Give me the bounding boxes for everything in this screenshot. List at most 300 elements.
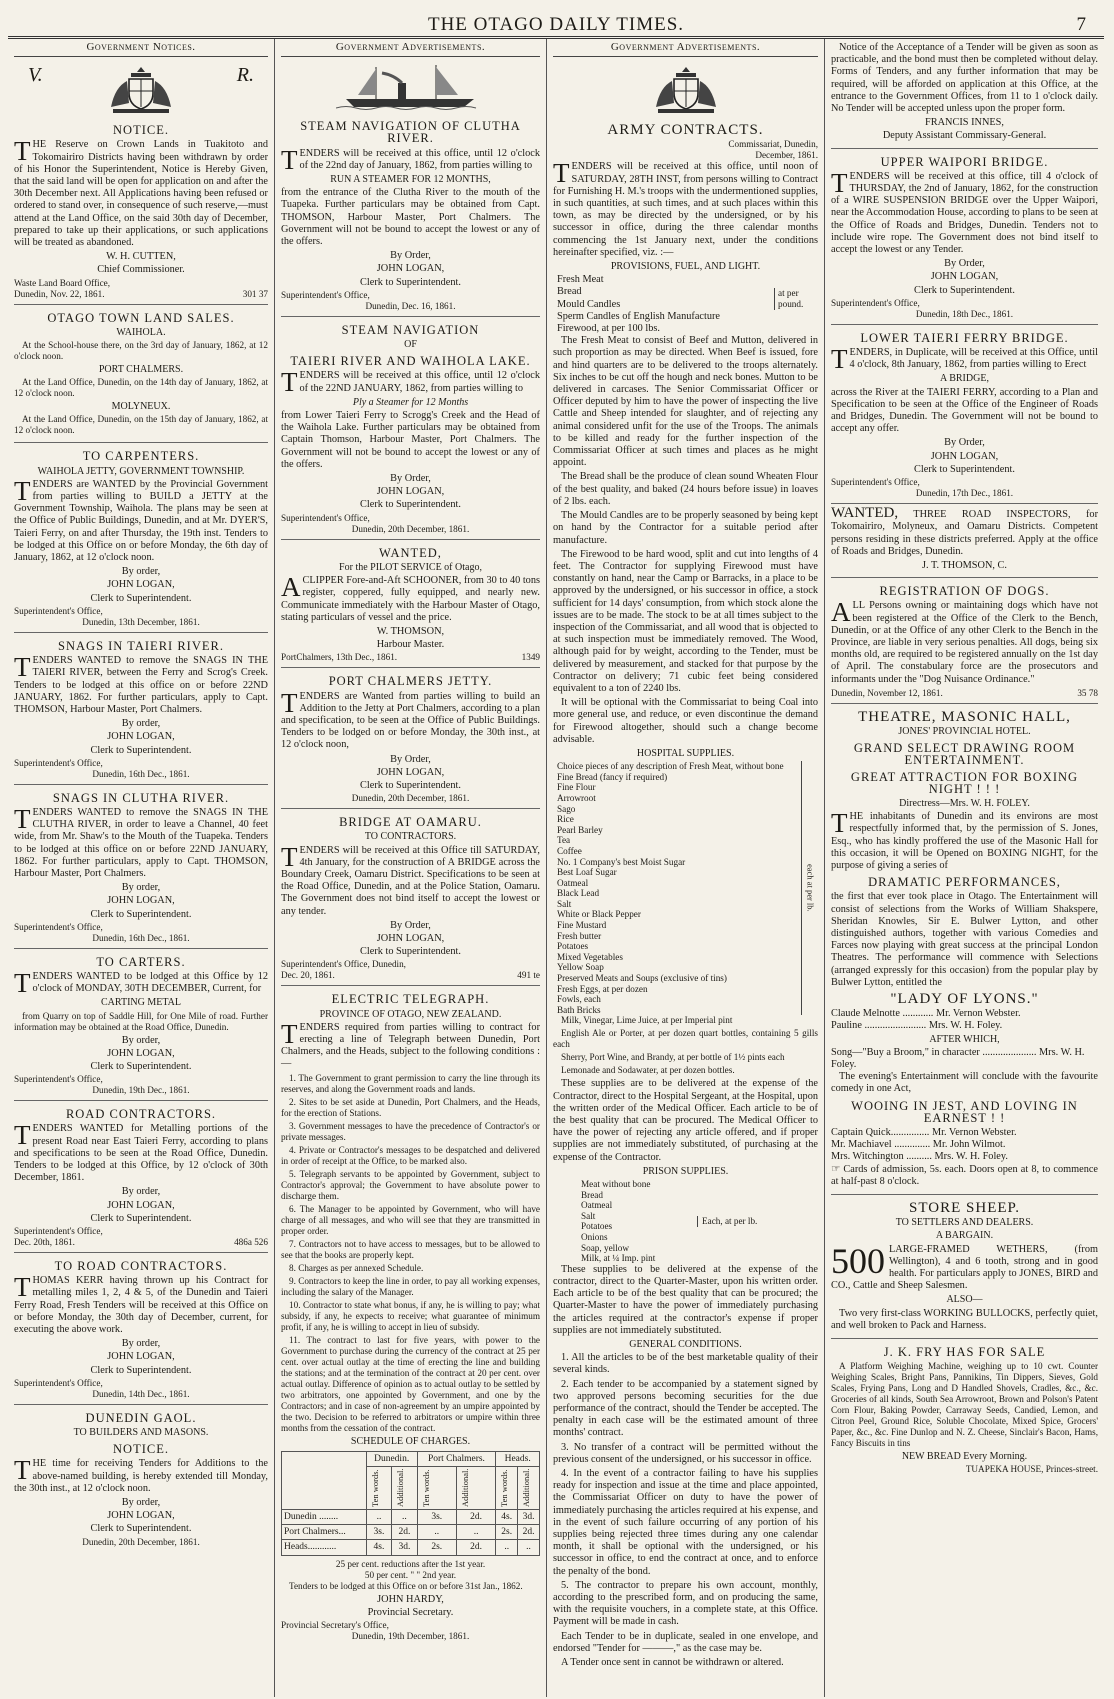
by-order: By order, bbox=[121, 566, 161, 578]
list-item: Fine Bread (fancy if required) bbox=[557, 771, 668, 782]
list-item: Sperm Candles of English Manufacture bbox=[557, 310, 720, 322]
list-item: Best Loaf Sugar bbox=[557, 867, 617, 878]
ad-body: TENDERS required from parties willing to contract for erecting a line of Telegraph between Dunedin, Port Chalmers, and the Heads, subject to the following conditions :— bbox=[281, 1018, 540, 1070]
ad-body: TENDERS WANTED to remove the SNAGS IN THE TAIERI RIVER, between the Ferry and Scrog's Creek. Tenders to be lodged at this office on or before 22ND JANUARY, 1862. For further particulars, apply to Capt. THOMSON, Harbour Master, Port Chalmers. bbox=[14, 652, 268, 715]
section-title: PROVISIONS, FUEL, AND LIGHT. bbox=[610, 261, 761, 273]
ad-body: THE time for receiving Tenders for Additions to the above-named building, is hereby extended till Monday, the 30th inst., at 12 o'clock noon. bbox=[14, 1455, 268, 1494]
ad-subtitle: PROVINCE OF OTAGO, NEW ZEALAND. bbox=[319, 1008, 502, 1020]
table-cell: .. bbox=[366, 1510, 391, 1525]
ad-title: PORT CHALMERS JETTY. bbox=[328, 674, 493, 689]
list-item: Potatoes bbox=[581, 1221, 613, 1232]
ad-body: These supplies are to be delivered at the expense of the Contractor, direct to the Hospital Sergeant, at the Hospital, upon the written order of the Medical Officer. Each article to be of the best quality that can be procured. The Medical Officer to have the power of rejecting any article offered, and if proper supplies are not immediately substituted, of purchasing at the expense of the Contractor. bbox=[553, 1078, 818, 1163]
list-item: Yellow Soap bbox=[557, 962, 604, 973]
list-item: Firewood, at per 100 lbs. bbox=[557, 323, 660, 335]
ad-body: TENDERS WANTED to remove the SNAGS IN THE CLUTHA RIVER, in order to leave a Channel, 40 feet wide, from Mr. Shaw's to the Mouth of the Tuapeka. Tenders to be lodged at this office on or before 22ND JANUARY, 1862. For further particulars, apply to Capt. THOMSON, Harbour Master, Port Chalmers. bbox=[14, 803, 268, 879]
table-cell: 3s. bbox=[366, 1525, 391, 1540]
ad-headline: GREAT ATTRACTION FOR BOXING NIGHT ! ! ! bbox=[850, 769, 1079, 796]
ad-body: the first that ever took place in Otago. The Entertainment will consist of selections from the Works of William Shakspere, Sheridan Knowles, Sir E. Bulwer Lytton, and other distinguished authors, together with various Comedies and Farces now playing with great success at the principal London Theatres. The performance will commence with Selections (arranged expressly for this occasion) from the popular play by Bulwer Lytton, entitled the bbox=[831, 891, 1098, 988]
ad-body: TENDERS will be received at this office, till 4 o'clock of THURSDAY, the 2nd of January, 1862, for the construction of a WIRE SUSPENSION BRIDGE over the Upper Waipori, near the Accommodation House, according to plans to be seen at the Office of Roads and Bridges, Dunedin. Tenders not to include wire rope. The Government does not bind itself to accept the lowest or any Tender. bbox=[831, 167, 1098, 256]
office: Superintendent's Office, Dunedin, bbox=[281, 959, 406, 970]
ad-title: ELECTRIC TELEGRAPH. bbox=[331, 992, 490, 1007]
ad-pilot-schooner bbox=[281, 540, 540, 669]
columns bbox=[8, 39, 1104, 1697]
crest-letter-v: V. bbox=[28, 64, 43, 87]
ad-subtitle: RUN A STEAMER FOR 12 MONTHS, bbox=[330, 174, 491, 186]
ad-snags-clutha bbox=[14, 785, 268, 949]
ad-army-contracts-continued bbox=[831, 39, 1098, 149]
column-3 bbox=[547, 39, 825, 1697]
signature: JOHN LOGAN, bbox=[376, 263, 445, 275]
office: Superintendent's Office, bbox=[281, 512, 370, 523]
ad-body: ☞ Cards of admission, 5s. each. Doors open at 8, to commence at half-past 8 o'clock. bbox=[831, 1163, 1098, 1187]
sale-place: WAIHOLA. bbox=[116, 326, 166, 338]
signature-title: Chief Commissioner. bbox=[97, 264, 185, 276]
coat-of-arms-icon bbox=[103, 63, 179, 115]
ad-body: Notice of the Acceptance of a Tender will be given as soon as practicable, and the bond must then be completed without delay. Forms of Tenders, and any further information that may be required, will be afforded on application at this Office, at the entrance to the Government Offices, from 11 to 1 o'clock daily. No Tender will be accepted unless upon the proper form. bbox=[831, 42, 1098, 115]
cast-line: Mr. Machiavel .............. Mr. John Wilmot. bbox=[831, 1139, 1006, 1151]
ad-body: TENDERS will be received at this office, until 12 o'clock of the 22nd day of January, 1862, from parties willing to bbox=[281, 144, 540, 175]
play-title: WOOING IN JEST, AND LOVING IN EARNEST ! ! bbox=[851, 1098, 1078, 1125]
ad-body: English Ale or Porter, at per dozen quart bottles, containing 5 gills each bbox=[553, 1028, 818, 1050]
list-item: Fresh Meat bbox=[557, 274, 604, 286]
signature: FRANCIS INNES, bbox=[925, 117, 1004, 129]
signature-title: Deputy Assistant Commissary-General. bbox=[882, 130, 1047, 142]
list-item: Arrowroot bbox=[557, 792, 596, 803]
ad-road-contractors bbox=[14, 1101, 268, 1253]
ad-title: STORE SHEEP. bbox=[909, 1200, 1020, 1217]
by-order: By order, bbox=[121, 1186, 161, 1198]
list-item: Pearl Barley bbox=[557, 824, 603, 835]
ad-title: WANTED, bbox=[831, 505, 899, 522]
table-cell: 2s. bbox=[417, 1540, 456, 1555]
provisions-list bbox=[553, 274, 818, 323]
ad-jk-fry bbox=[831, 1339, 1098, 1479]
signature: JOHN LOGAN, bbox=[107, 731, 175, 743]
date-line: Dunedin, 20th December, 1861. bbox=[351, 793, 470, 804]
ad-body: The Bread shall be the produce of clean sound Wheaten Flour of the best quality, and baked (24 hours before issue) in loaves of 2 lbs. each. bbox=[553, 471, 818, 507]
table-cell: .. bbox=[456, 1525, 495, 1540]
ad-subtitle: TO SETTLERS AND DEALERS. bbox=[895, 1217, 1034, 1229]
ad-clutha-steamer bbox=[281, 113, 540, 317]
table-cell: 2d. bbox=[456, 1510, 495, 1525]
office: Superintendent's Office, bbox=[14, 921, 103, 932]
ad-body: TENDERS will be received at this office, until noon of SATURDAY, 28TH INST, from persons willing to Contract for Furnishing H. M.'s troops with the undermentioned supplies, in such quantities, at such times, and at such places within this town, as may be directed by the undersigned, or by his successor in office, during the three calendar months commencing the 1st January next, under the conditions hereinafter specified, viz. :— bbox=[553, 158, 818, 258]
signature: JOHN LOGAN, bbox=[930, 271, 999, 283]
list-item: Potatoes bbox=[557, 941, 589, 952]
condition-item: 3. Government messages to have the precedence of Contractor's or private messages. bbox=[281, 1120, 540, 1142]
ad-subtitle: NEW BREAD Every Morning. bbox=[901, 1451, 1028, 1463]
ad-title: THEATRE, MASONIC HALL, bbox=[858, 708, 1071, 725]
table-header-cell: Heads. bbox=[496, 1451, 540, 1466]
ad-upper-waipori-bridge bbox=[831, 149, 1098, 325]
ad-town-land-sales bbox=[14, 305, 268, 444]
table-header-cell: Ten words. bbox=[366, 1467, 391, 1510]
signature: JOHN LOGAN, bbox=[376, 766, 445, 778]
ad-body: ALL Persons owning or maintaining dogs which have not been registered at the Office of the Clerk to the Bench, Dunedin, or at the Office of any other Clerk to the Bench in the Province, are liable in very serious penalties. All dogs, being six months old, are required to be registered annually on the 1st day of April. The constabulary force are the prosecutors and informants under the "Dog Nuisance Ordinance." bbox=[831, 597, 1098, 685]
ad-oamaru-bridge bbox=[281, 809, 540, 986]
ad-body: TENDERS will be received at this office, until 12 o'clock of the 22ND JANUARY, 1862, from parties willing to bbox=[281, 367, 540, 398]
list-item: Bread bbox=[581, 1189, 603, 1200]
table-row bbox=[282, 1510, 540, 1525]
ad-body: It will be optional with the Commissariat to being Coal into more general use, and reduce, or even discontinue the demand for Firewood altogether, should such a change become advisable. bbox=[553, 697, 818, 745]
table-row bbox=[282, 1525, 540, 1540]
date-line: Dunedin, Dec. 16, 1861. bbox=[365, 300, 456, 311]
ad-title: REGISTRATION OF DOGS. bbox=[879, 584, 1050, 599]
ad-title: LOWER TAIERI FERRY BRIDGE. bbox=[860, 330, 1069, 345]
footnote: 25 per cent. reductions after the 1st year. bbox=[335, 1558, 486, 1569]
ad-to-road-contractors bbox=[14, 1253, 268, 1405]
list-item: Salt bbox=[581, 1210, 596, 1221]
office: Waste Land Board Office, bbox=[14, 277, 111, 288]
ad-lower-taieri-ferry-bridge bbox=[831, 325, 1098, 504]
date-line: Dunedin, 19th Dec., 1861. bbox=[92, 1085, 190, 1096]
ad-body: TENDERS are Wanted from parties willing to build an Addition to the Jetty at Port Chalmers, according to a plan and specification, to be seen at the Office of Public Buildings. Tenders to be lodged on or before Monday, the 30th inst., at 12 o'clock noon, bbox=[281, 687, 540, 751]
ad-title: TO CARTERS. bbox=[96, 954, 186, 969]
office: Superintendent's Office, bbox=[14, 757, 103, 768]
table-header-cell: Ten words. bbox=[417, 1467, 456, 1510]
cast-line: Pauline ........................ Mrs. W. H. Foley. bbox=[831, 1020, 1003, 1032]
ad-dunedin-gaol bbox=[14, 1405, 268, 1552]
ad-theatre bbox=[831, 704, 1098, 1195]
ad-subtitle: CARTING METAL bbox=[101, 997, 181, 1009]
ad-title: UPPER WAIPORI BRIDGE. bbox=[880, 154, 1049, 169]
cast-line: Captain Quick............... Mr. Vernon Webster. bbox=[831, 1127, 1017, 1139]
signature: JOHN LOGAN, bbox=[107, 1047, 175, 1059]
crest-letter-r: R. bbox=[236, 64, 254, 87]
ad-body: THE inhabitants of Dunedin and its environs are most respectfully informed that, by the permission of S. Jones, Esq., who has kindly proffered the use of the Masonic Hall for this occasion, it will be Opened on BOXING NIGHT, for the purpose of giving a series of bbox=[831, 808, 1098, 871]
ad-subtitle: TO CONTRACTORS. bbox=[364, 831, 457, 843]
list-item: Fine Mustard bbox=[557, 920, 607, 931]
date-line: PortChalmers, 13th Dec., 1861. 1349 bbox=[281, 652, 540, 663]
ad-body: The evening's Entertainment will conclude with the favourite comedy in one Act, bbox=[831, 1071, 1098, 1095]
also-label: ALSO— bbox=[946, 1294, 983, 1306]
ad-title: OTAGO TOWN LAND SALES. bbox=[47, 310, 235, 325]
condition-item: 9. Contractors to keep the line in order, to pay all working expenses, including the salary of the Manager. bbox=[281, 1275, 540, 1297]
condition-item: 4. In the event of a contractor failing to have his supplies ready for inspection and issue at the time and place appointed, the Commissariat Officer on duty to have the power of immediately purchasing the articles required at his expense, and in the event of such failure occurring of any portion of his supplies being rejected three times during any one calendar month, it shall be optional with the undersigned, or his successor in office, to end the contract at once, and to enforce the penalty of the bond. bbox=[553, 1468, 818, 1577]
ad-body: Sherry, Port Wine, and Brandy, at per bottle of 1½ pints each bbox=[561, 1052, 785, 1063]
signature-title: Clerk to Superintendent. bbox=[360, 946, 461, 958]
ad-title: SNAGS IN TAIERI RIVER. bbox=[58, 638, 224, 653]
condition-item: A Tender once sent in cannot be withdrawn or altered. bbox=[561, 1657, 784, 1669]
ad-army-contracts bbox=[553, 117, 818, 1675]
section-title: HOSPITAL SUPPLIES. bbox=[636, 747, 735, 759]
office: Superintendent's Office, bbox=[14, 1074, 103, 1085]
ad-body: from Lower Taieri Ferry to Scrogg's Creek and the Head of the Waihola Lake. Further particulars may be obtained from Captain Thomson, Harbour Master, Port Chalmers. The Government will not be bound to accept the lowest or any of the offers. bbox=[281, 410, 540, 470]
sale-detail: At the Land Office, Dunedin, on the 15th day of January, 1862, at 12 o'clock noon. bbox=[14, 414, 268, 436]
ad-body: TENDERS will be received at this Office till SATURDAY, 4th January, for the construction of A BRIDGE across the Boundary Creek, Oamaru District. Specifications to be seen at the Road Office, Dunedin, and at the Police Station, Oamaru. The Government does not bind itself to accept the lowest or any tender. bbox=[281, 841, 540, 917]
ad-of: OF bbox=[404, 339, 417, 351]
ad-body: The Fresh Meat to consist of Beef and Mutton, delivered in such proportion as may be directed. When Beef is issued, fore and hind quarters are to be delivered to the troops alternately. Six inches to be cut off the hough and neck bones. Mutton to be delivered in carcases. The Senior Commissariat Officer or Officer deputed by him to have the power of inspecting the live Cattle and Sheep intended for slaughter, and of rejecting any animal considered unfit for the use of the Troops. The animals to be killed and ready for the further inspection of the Commissariat Officer at such times and places as he might appoint. bbox=[553, 335, 818, 469]
office: Superintendent's Office, bbox=[281, 289, 370, 300]
date-line: Dec. 20, 1861. 491 te bbox=[281, 970, 540, 981]
ad-title-2: TAIERI RIVER AND WAIHOLA LAKE. bbox=[290, 354, 531, 369]
ad-body: TENDERS are WANTED by the Provincial Government from parties willing to BUILD a JETTY at the Government Township, Waihola. The plans may be seen at the Office of Public Buildings, Dunedin, and at Mr. DYER'S, Taieri Ferry, on and after Thursday, the 19th inst. Tenders to be lodged at this Office on or before Monday, the 6th day of January, 1862, at 12 o'clock noon. bbox=[14, 475, 268, 564]
list-item: Choice pieces of any description of Fresh Meat, without bone bbox=[557, 761, 784, 772]
page-number: 7 bbox=[1076, 14, 1086, 35]
ad-body: 500 LARGE-FRAMED WETHERS, (from Wellington), 4 and 6 tooth, strong and in good health. For particulars apply to JONES, BIRD and CO., Cattle and Sheep Salesmen. bbox=[831, 1240, 1098, 1292]
condition-item: 10. Contractor to state what bonus, if any, he is willing to pay; what subsidy, if any, he expects to receive; what guarantee of minimum profit, if any, he is willing to accept in lieu of subsidy. bbox=[281, 1299, 540, 1332]
ad-body: TENDERS, in Duplicate, will be received at this Office, until 4 o'clock, 8th January, 1862, from parties willing to Erect bbox=[831, 344, 1098, 375]
footnote: Tenders to be lodged at this Office on or before 31st Jan., 1862. bbox=[289, 1580, 523, 1591]
signature: JOHN LOGAN, bbox=[376, 486, 445, 498]
column-heading: Government Notices. bbox=[14, 39, 268, 57]
ad-body: A Platform Weighing Machine, weighing up to 10 cwt. Counter Weighing Scales, Bright Pans, Pannikins, Tin Dippers, Sieves, Gold Scales, Frying Pans, Long and D Handled Shovels, Cradles, &c., &c. Groceries of all kinds, South Sea Arrowroot, Brown and Polson's Patent Corn Flour, Baking Powder, Carraway Seeds, Candied, Lemon, and Citron Peel, Ground Rice, Soluble Chocolate, Mixed Spice, Grocers' Paper, &c., &c. Fine Dunlop and N. Z. Cheese, Sinclair's Bacon, Hams, Fancy Biscuits in tins bbox=[831, 1361, 1098, 1449]
signature-title: Clerk to Superintendent. bbox=[90, 1060, 192, 1072]
sale-detail: At the Land Office, Dunedin, on the 14th day of January, 1862, at 12 o'clock noon. bbox=[14, 377, 268, 399]
ad-title: ARMY CONTRACTS. bbox=[607, 122, 764, 139]
by-order: By order, bbox=[121, 1338, 161, 1350]
signature: JOHN LOGAN, bbox=[930, 450, 999, 462]
signature-title: Clerk to Superintendent. bbox=[90, 908, 192, 920]
by-order: By Order, bbox=[390, 473, 431, 485]
ad-title: SNAGS IN CLUTHA RIVER. bbox=[52, 790, 230, 805]
table-header-cell bbox=[282, 1451, 367, 1509]
signature-title: Clerk to Superintendent. bbox=[90, 592, 192, 604]
ad-title: STEAM NAVIGATION OF CLUTHA RIVER. bbox=[300, 119, 521, 146]
ad-notice: NOTICE. bbox=[113, 1442, 169, 1457]
ad-subtitle: Ply a Steamer for 12 Months bbox=[352, 396, 469, 408]
ad-title: DUNEDIN GAOL. bbox=[85, 1410, 197, 1425]
signature-title: Clerk to Superintendent. bbox=[90, 1364, 192, 1376]
signature: JOHN LOGAN, bbox=[107, 1510, 175, 1522]
royal-crest bbox=[553, 61, 818, 117]
hospital-list bbox=[553, 761, 818, 1015]
list-item: Meat without bone bbox=[581, 1179, 651, 1190]
signature-title: Clerk to Superintendent. bbox=[914, 284, 1015, 296]
table-cell: 3s. bbox=[417, 1510, 456, 1525]
by-order: By order, bbox=[121, 1497, 161, 1509]
date-line: Dunedin, 20th December, 1861. bbox=[351, 523, 470, 534]
signature: JOHN LOGAN, bbox=[107, 895, 175, 907]
list-item: Preserved Meats and Soups (exclusive of tins) bbox=[557, 973, 727, 984]
condition-item: 7. Contractors not to have access to messages, but to be allowed to see that the books are properly kept. bbox=[281, 1238, 540, 1260]
newspaper-title: THE OTAGO DAILY TIMES. bbox=[427, 14, 685, 35]
table-cell: 4s. bbox=[496, 1510, 518, 1525]
list-item: Black Lead bbox=[557, 888, 600, 899]
list-item: Bread bbox=[557, 286, 582, 298]
ad-body: Milk, Vinegar, Lime Juice, at per Imperial pint bbox=[561, 1015, 733, 1026]
signature: JOHN LOGAN, bbox=[107, 579, 175, 591]
table-header-cell: Additional. bbox=[518, 1467, 540, 1510]
table-cell: .. bbox=[417, 1525, 456, 1540]
condition-item: Each Tender to be in duplicate, sealed in one envelope, and endorsed "Tender for ———," as the case may be. bbox=[553, 1630, 818, 1654]
sheep-count: 500 bbox=[831, 1240, 885, 1281]
table-header-cell: Ten words. bbox=[496, 1467, 518, 1510]
ad-carpenters bbox=[14, 443, 268, 632]
list-item: Fresh Eggs, at per dozen bbox=[557, 983, 648, 994]
list-item: Rice bbox=[557, 814, 574, 825]
price-note: Each, at per lb. bbox=[697, 1216, 757, 1227]
by-order: By Order, bbox=[390, 250, 431, 262]
ad-subtitle: A BARGAIN. bbox=[935, 1230, 994, 1242]
footnote: 50 per cent. " " 2nd year. bbox=[364, 1569, 457, 1580]
condition-item: 5. The contractor to prepare his own account, monthly, according to the prescribed form, and on producing the same, with the requisite vouchers, in a complete state, at this Office. Payment will be made in cash. bbox=[553, 1579, 818, 1628]
list-item: Milk, at ¼ Imp. pint bbox=[581, 1253, 656, 1264]
coat-of-arms-icon bbox=[648, 63, 724, 115]
condition-item: 4. Private or Contractor's messages to be despatched and delivered in order of receipt at the Office, to be marked also. bbox=[281, 1144, 540, 1166]
table-cell: .. bbox=[496, 1540, 518, 1555]
ad-body: THE Reserve on Crown Lands in Tuakitoto and Tokomairiro Districts having been withdrawn by order of his Honor the Superintendent, Notice is Hereby Given, that the said land will be open for application on and after the 30th December next. All Applications having been refused or ordered to stand over, in consequence of such reserve,—must attend at the Land Office, on the said 30th day of December, prepared to take up their applications, or such applications will be treated as abandoned. bbox=[14, 136, 268, 249]
signature-title: Clerk to Superintendent. bbox=[914, 463, 1015, 475]
ad-headline: GRAND SELECT DRAWING ROOM ENTERTAINMENT. bbox=[853, 741, 1076, 768]
date-line: Dunedin, 16th Dec., 1861. bbox=[92, 932, 190, 943]
signature: JOHN LOGAN, bbox=[376, 932, 445, 944]
ad-body: WANTED, THREE ROAD INSPECTORS, for Tokomairiro, Molyneux, and Oamaru Districts. Competent persons residing in these districts preferred. Apply at the office of Roads and Bridges, Dunedin. bbox=[831, 505, 1099, 557]
ad-subtitle: A BRIDGE, bbox=[940, 373, 989, 385]
after-which: AFTER WHICH, bbox=[929, 1033, 1000, 1045]
table-cell: 2d. bbox=[518, 1525, 540, 1540]
table-header-row bbox=[282, 1451, 540, 1466]
list-item: Mixed Vegetables bbox=[557, 951, 623, 962]
ad-subtitle: JONES' PROVINCIAL HOTEL. bbox=[898, 725, 1031, 737]
signature-title: Clerk to Superintendent. bbox=[360, 276, 461, 288]
by-order: By Order, bbox=[944, 258, 985, 270]
condition-item: 8. Charges as per annexed Schedule. bbox=[289, 1262, 424, 1273]
charges-table bbox=[281, 1451, 540, 1556]
table-cell: Dunedin ........ bbox=[282, 1510, 367, 1525]
condition-item: 1. All the articles to be of the best marketable quality of their several kinds. bbox=[553, 1352, 818, 1376]
ad-port-chalmers-jetty bbox=[281, 668, 540, 809]
table-header-cell: Additional. bbox=[456, 1467, 495, 1510]
table-header-cell: Dunedin. bbox=[366, 1451, 417, 1466]
list-item: Mould Candles bbox=[557, 298, 621, 310]
list-item: Oatmeal bbox=[557, 877, 589, 888]
prison-list bbox=[553, 1179, 818, 1264]
section-title: GENERAL CONDITIONS. bbox=[629, 1339, 742, 1350]
column-1 bbox=[8, 39, 275, 1697]
ad-registration-of-dogs bbox=[831, 578, 1098, 704]
ad-title: ROAD CONTRACTORS. bbox=[65, 1107, 217, 1122]
by-order: By order, bbox=[121, 718, 161, 730]
ad-title: TO CARPENTERS. bbox=[82, 449, 200, 464]
table-cell: 3d. bbox=[392, 1540, 417, 1555]
notice-crown-lands bbox=[14, 117, 268, 304]
list-item: Tea bbox=[557, 835, 571, 846]
office: Provincial Secretary's Office, bbox=[281, 1620, 389, 1631]
condition-item: 2. Each tender to be accompanied by a statement signed by two approved persons becoming securities for the due performance of the contract, should the Tender be accepted. The penalty in each case will be the estimated amount of three months' contract. bbox=[553, 1378, 818, 1439]
ad-taieri-steamer bbox=[281, 317, 540, 540]
signature: W. THOMSON, bbox=[376, 625, 445, 637]
by-order: By order, bbox=[121, 882, 161, 894]
table-cell: .. bbox=[518, 1540, 540, 1555]
list-item: Bath Bricks bbox=[557, 1004, 601, 1015]
ad-body: TENDERS WANTED to be lodged at this Office by 12 o'clock of MONDAY, 30TH DECEMBER, Current, for bbox=[14, 967, 268, 998]
signature-title: Clerk to Superintendent. bbox=[90, 1212, 192, 1224]
condition-item: 6. The Manager to be appointed by Government, who will have charge of all messages, and who will see that they are transmitted in proper order. bbox=[281, 1203, 540, 1236]
signature-title: Harbour Master. bbox=[376, 639, 445, 651]
list-item: White or Black Pepper bbox=[557, 909, 641, 920]
schedule-title: SCHEDULE OF CHARGES. bbox=[350, 1435, 471, 1447]
pointing-hand-icon: ☞ bbox=[831, 1163, 841, 1175]
steamship-engraving bbox=[281, 61, 540, 113]
date-line: Dunedin, Nov. 22, 1861. 301 37 bbox=[14, 288, 268, 299]
date-line: Dunedin, 13th December, 1861. bbox=[82, 616, 200, 627]
address: TUAPEKA HOUSE, Princes-street. bbox=[965, 1464, 1098, 1475]
ad-electric-telegraph bbox=[281, 986, 540, 1646]
sale-place: PORT CHALMERS. bbox=[98, 364, 184, 376]
ad-title: STEAM NAVIGATION bbox=[341, 322, 480, 337]
office: Superintendent's Office, bbox=[831, 477, 920, 488]
condition-item: 2. Sites to be set aside at Dunedin, Port Chalmers, and the Heads, for the erection of Stations. bbox=[281, 1096, 540, 1118]
column-4 bbox=[825, 39, 1104, 1697]
list-item: Sago bbox=[557, 803, 576, 814]
signature-title: Clerk to Superintendent. bbox=[90, 1523, 192, 1535]
ad-title: TO ROAD CONTRACTORS. bbox=[54, 1259, 228, 1273]
column-heading: Government Advertisements. bbox=[281, 39, 540, 57]
date-line: Dunedin, 20th December, 1861. bbox=[82, 1536, 200, 1547]
office: Superintendent's Office, bbox=[14, 605, 103, 616]
list-item: Oatmeal bbox=[581, 1200, 613, 1211]
ad-road-inspectors bbox=[831, 504, 1098, 578]
sale-detail: At the School-house there, on the 3rd day of January, 1862, at 12 o'clock noon. bbox=[14, 340, 268, 362]
cast-line: Mrs. Witchington .......... Mrs. W. H. Foley. bbox=[831, 1151, 1008, 1163]
sale-place: MOLYNEUX. bbox=[111, 401, 171, 413]
royal-crest bbox=[14, 61, 268, 117]
condition-item: 3. No transfer of a contract will be permitted without the previous consent of the undersigned, or his successor in office. bbox=[553, 1441, 818, 1465]
signature: W. H. CUTTEN, bbox=[106, 251, 176, 263]
signature-title: Clerk to Superintendent. bbox=[90, 744, 192, 756]
ad-body: Two very first-class WORKING BULLOCKS, perfectly quiet, and well broken to Pack and Harness. bbox=[831, 1307, 1098, 1331]
date-line: December, 1861. bbox=[755, 150, 818, 161]
table-cell: Port Chalmers... bbox=[282, 1525, 367, 1540]
office: Superintendent's Office, bbox=[14, 1377, 103, 1388]
play-title: "LADY OF LYONS." bbox=[890, 991, 1039, 1007]
ad-body: These supplies to be delivered at the expense of the contractor, direct to the Quarter-Master, upon his written order. Each article to be of the best quality that can be procured; the Quarter-Master to have the power of immediately purchasing the articles required at the contractor's expense if proper supplies are not immediately substituted. bbox=[553, 1263, 818, 1336]
list-item: Salt bbox=[557, 898, 572, 909]
by-order: By Order, bbox=[944, 437, 985, 449]
cast-line: Song—"Buy a Broom," in character ..................... Mrs. W. H. Foley. bbox=[831, 1046, 1085, 1071]
signature: JOHN LOGAN, bbox=[107, 1199, 175, 1211]
table-cell: Heads............ bbox=[282, 1540, 367, 1555]
table-cell: 2d. bbox=[392, 1525, 417, 1540]
ad-body: THOMAS KERR having thrown up his Contract for metalling miles 1, 2, 4 & 5, of the Dunedin and Taieri Ferry Road, Fresh Tenders will be received at this Office on or before Monday, the 30th day of December, current, for executing the above work. bbox=[14, 1272, 268, 1336]
ad-body: ACLIPPER Fore-and-Aft SCHOONER, from 30 to 40 tons register, coppered, fully equipped, and nearly new. Communicate immediately with the Harbour Master of Otago, stating particulars of vessel and the price. bbox=[281, 572, 540, 623]
signature-title: Clerk to Superintendent. bbox=[360, 499, 461, 511]
date-line: Dunedin, 14th Dec., 1861. bbox=[92, 1388, 190, 1399]
table-cell: 3d. bbox=[518, 1510, 540, 1525]
ad-headline: DRAMATIC PERFORMANCES, bbox=[868, 875, 1061, 890]
by-order: By order, bbox=[121, 1034, 161, 1046]
column-heading: Government Advertisements. bbox=[553, 39, 818, 57]
ad-title: NOTICE. bbox=[113, 123, 169, 138]
date-line: Dunedin, 16th Dec., 1861. bbox=[92, 768, 190, 779]
table-cell: .. bbox=[392, 1510, 417, 1525]
ad-body: Lemonade and Sodawater, at per dozen bottles. bbox=[561, 1065, 735, 1076]
ad-body: from the entrance of the Clutha River to the mouth of the Tuapeka. Further particulars may be obtained from Capt. THOMSON, Harbour Master, Port Chalmers. The Government will not be bound to accept the lowest or any of the offers. bbox=[281, 187, 540, 248]
ad-title: BRIDGE AT OAMARU. bbox=[339, 815, 482, 830]
table-cell: 2s. bbox=[496, 1525, 518, 1540]
cast-line: Claude Melnotte ............ Mr. Vernon Webster. bbox=[831, 1008, 1021, 1020]
steamship-icon bbox=[336, 61, 486, 111]
condition-item: 11. The contract to last for five years, with power to the Government to purchase during the currency of the contract at 25 per cent. over actual outlay at the time of erecting the line and building the stations; and at the termination of the contract at 20 per cent. over actual outlay. Difference of opinion as to actual outlay to be settled by two arbitrators, one appointed by Government, and one by the Contractors; and in case of non-agreement by an umpire appointed by the two. Decision to be referred to arbitrators or umpire within three months from the cessation of the contract. bbox=[281, 1334, 540, 1433]
date-line: Dunedin, 18th Dec., 1861. bbox=[915, 308, 1014, 319]
ad-snags-taieri bbox=[14, 633, 268, 785]
list-item: Coffee bbox=[557, 845, 582, 856]
list-item: Fine Flour bbox=[557, 782, 596, 793]
table-cell: 2d. bbox=[456, 1540, 495, 1555]
list-item: Soap, yellow bbox=[581, 1242, 629, 1253]
price-note: each at per lb. bbox=[805, 864, 816, 913]
table-header-cell: Port Chalmers. bbox=[417, 1451, 496, 1466]
ad-subtitle: WAIHOLA JETTY, GOVERNMENT TOWNSHIP. bbox=[37, 465, 245, 477]
office: Commissariat, Dunedin, bbox=[728, 139, 818, 150]
masthead bbox=[8, 0, 1104, 39]
table-header-cell: Additional. bbox=[392, 1467, 417, 1510]
condition-item: 5. Telegraph servants to be appointed by Government, subject to Contractor's approval; the Government to have absolute power to discharge them. bbox=[281, 1168, 540, 1201]
ad-store-sheep bbox=[831, 1195, 1098, 1339]
by-order: By Order, bbox=[390, 753, 431, 765]
ad-body: TENDERS WANTED for Metalling portions of the present Road near East Taieri Ferry, according to plans and specifications to be seen at the Road Office, Dunedin. Tenders to be lodged at this Office, by 12 o'clock of 30th December, 1861. bbox=[14, 1120, 268, 1184]
